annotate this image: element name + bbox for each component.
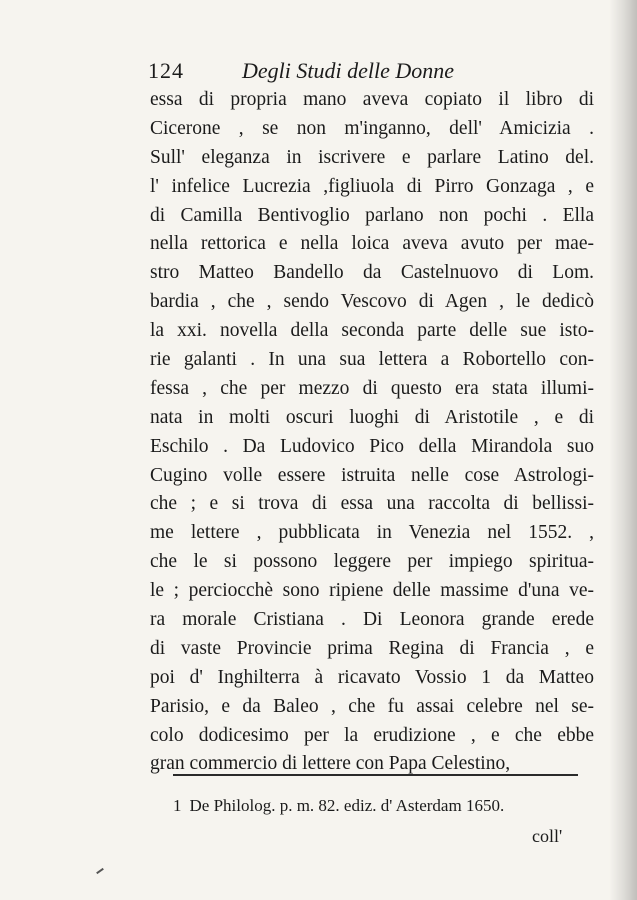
- text-line: essa di propria mano aveva copiato il libro di: [150, 89, 594, 110]
- text-line: Eschilo . Da Ludovico Pico della Mirandola suo: [150, 435, 594, 457]
- catchword: coll': [532, 826, 563, 846]
- text-line: bardia , che , sendo Vescovo di Agen , le dedicò: [150, 291, 594, 313]
- text-line: Cicerone , se non m'inganno, dell' Amicizia .: [150, 117, 594, 139]
- text-line: le ; perciocchè sono ripiene delle massime d'una ve-: [150, 580, 594, 602]
- text-line: che le si possono leggere per impiego spiritua-: [150, 551, 594, 573]
- body-text: [150, 86, 594, 779]
- text-line: poi d' Inghilterra à ricavato Vossio 1 da Matteo: [150, 666, 594, 688]
- text-line: che ; e si trova di essa una raccolta di bellissi-: [150, 493, 594, 515]
- text-line: fessa , che per mezzo di questo era stata illumi-: [150, 377, 594, 399]
- running-title: Degli Studi delle Donne: [242, 58, 455, 83]
- text-line: ra morale Cristiana . Di Leonora grande erede: [150, 609, 594, 631]
- text-line: colo dodicesimo per la erudizione , e che ebbe: [150, 724, 594, 746]
- page-number: 124: [148, 58, 184, 83]
- footnote-text: De Philolog. p. m. 82. ediz. d' Asterdam 1650.: [189, 796, 505, 815]
- text-line: nata in molti oscuri luoghi di Aristotile , e di: [150, 406, 594, 428]
- text-line: nella rettorica e nella loica aveva avuto per mae-: [150, 233, 594, 255]
- footnote-number: 1: [173, 796, 182, 815]
- footnote: [173, 796, 593, 816]
- text-line: me lettere , pubblicata in Venezia nel 1552. ,: [150, 522, 594, 544]
- text-line: rie galanti . In una sua lettera a Robortello con-: [150, 349, 594, 371]
- text-line: la xxi. novella della seconda parte delle sue isto-: [150, 320, 594, 342]
- footnote-rule: [173, 774, 578, 776]
- text-line: di vaste Provincie prima Regina di Francia , e: [150, 637, 594, 659]
- stray-ink-mark: [96, 868, 104, 874]
- text-line: l' infelice Lucrezia ,figliuola di Pirro Gonzaga , e: [150, 175, 594, 197]
- text-line: stro Matteo Bandello da Castelnuovo di Lom.: [150, 262, 594, 284]
- text-line: Cugino volle essere istruita nelle cose Astrologi-: [150, 464, 594, 486]
- text-line: Sull' eleganza in iscrivere e parlare Latino del.: [150, 146, 594, 168]
- text-line: gran commercio di lettere con Papa Celestino,: [150, 753, 511, 775]
- page-edge-shadow: [609, 0, 637, 900]
- text-line: Parisio, e da Baleo , che fu assai celebre nel se-: [150, 695, 594, 717]
- text-line: di Camilla Bentivoglio parlano non pochi . Ella: [150, 204, 594, 226]
